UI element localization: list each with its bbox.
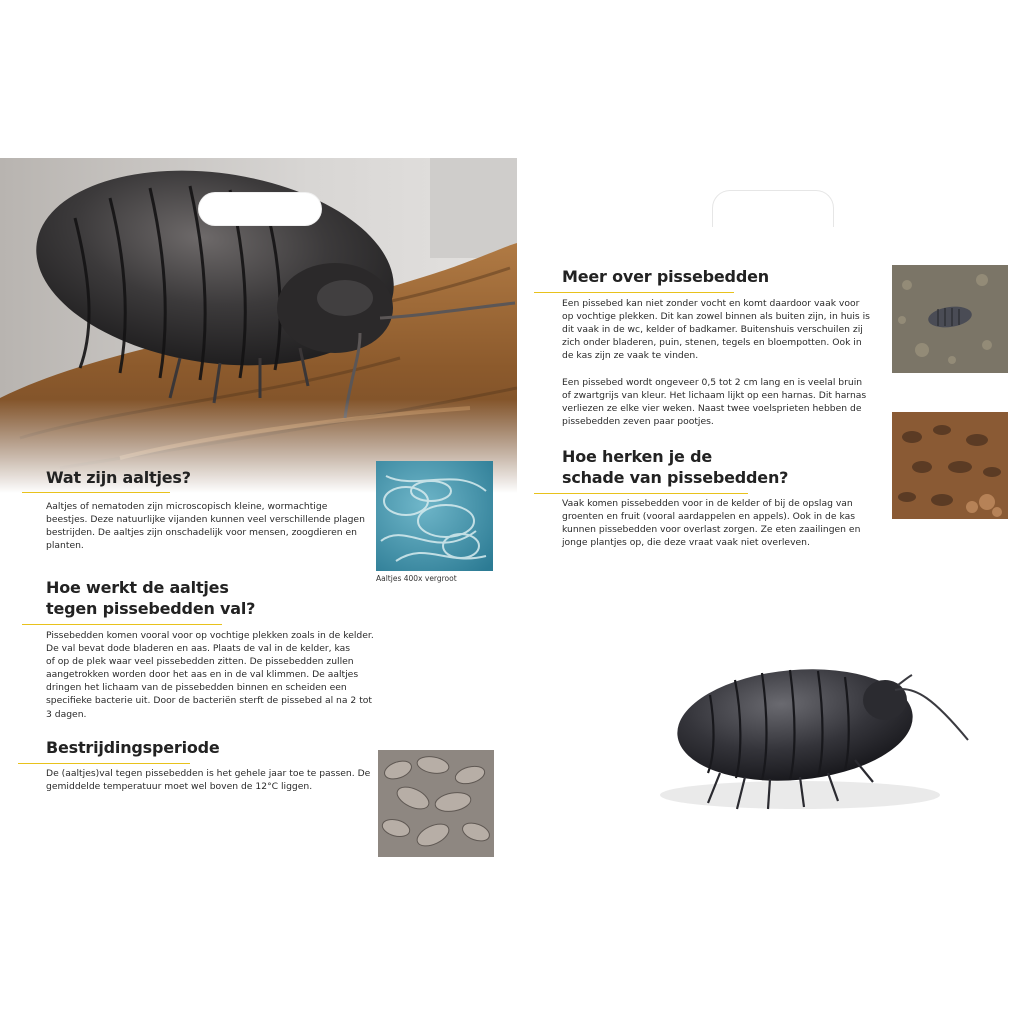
heading-hoe-herken	[562, 446, 788, 488]
heading-underline	[22, 624, 222, 625]
woodlouse-soil-photo	[892, 265, 1008, 373]
heading-line-1: Hoe werkt de aaltjes	[46, 578, 229, 597]
damage-image	[892, 412, 1008, 519]
woodlouse-large-photo	[650, 655, 980, 815]
text-hoe-herken: Vaak komen pissebedden voor in de kelder of bij de opslag van groenten en fruit (vooral aardappelen en appels). Ook in de kas kunnen pissebedden voor overlast zorgen. Ze eten zaailingen en jonge plantjes op, die deze vraat vaak niet overleven.	[562, 498, 861, 549]
heading-line-2: schade van pissebedden?	[562, 468, 789, 487]
text-meer-over-2: Een pissebed wordt ongeveer 0,5 tot 2 cm lang en is veelal bruin of zwartgrijs van kleur. Het lichaam lijkt op een harnas. Dit harnas verliezen ze elke vier weken. Naast twee voelsprieten hebben de pissebedden zeven paar pootjes.	[562, 377, 867, 428]
heading-line-1: Hoe herken je de	[562, 447, 712, 466]
text-meer-over-1: Een pissebed kan niet zonder vocht en komt daardoor vaak voor op vochtige plekken. Dit kan zowel binnen als buiten zijn, in huis is dit vaak in de wc, kelder of badkamer. Buitenshuis verschuilen zij zich onder bladeren, puin, stenen, tegels en bloempotten. Ook in de kas zijn ze vaak te vinden.	[562, 298, 870, 362]
heading-line-2: tegen pissebedden val?	[46, 599, 256, 618]
heading-underline	[534, 493, 748, 494]
heading-hoe-werkt	[46, 577, 255, 619]
heading-meer-over: Meer over pissebedden	[562, 267, 769, 286]
heading-underline	[534, 292, 734, 293]
woodlice-group-image	[378, 750, 494, 857]
woodlouse-soil-image	[892, 265, 1008, 373]
heading-underline	[22, 492, 170, 493]
text-bestrijdingsperiode: De (aaltjes)val tegen pissebedden is het gehele jaar toe te passen. De gemiddelde temperatuur moet wel boven de 12°C liggen.	[46, 768, 371, 793]
damage-photo	[892, 412, 1008, 519]
woodlouse-large-image	[650, 655, 980, 815]
text-wat-zijn-aaltjes: Aaltjes of nematoden zijn microscopisch kleine, wormachtige beestjes. Deze natuurlijke vijanden kunnen veel verschillende plagen bestrijden. De aaltjes zijn onschadelijk voor mensen, zoogdieren en planten.	[46, 501, 365, 552]
nematode-image	[376, 461, 493, 571]
nematode-photo	[376, 461, 493, 571]
heading-bestrijdingsperiode: Bestrijdingsperiode	[46, 738, 220, 757]
text-hoe-werkt: Pissebedden komen vooral voor op vochtige plekken zoals in de kelder. De val bevat dode bladeren en aas. Plaats de val in de kelder, kas of op de plek waar veel pissebedden zitten. De pissebedden zullen aangetrokken worden door het aas en in de val klimmen. De aaltjes dringen het lichaam van de pissebedden binnen en scheiden een specifieke bacterie uit. Door de bacteriën sterft de pissebed al na 2 tot 3 dagen.	[46, 630, 374, 720]
heading-wat-zijn-aaltjes: Wat zijn aaltjes?	[46, 468, 191, 487]
heading-underline	[18, 763, 190, 764]
nematode-caption: Aaltjes 400x vergroot	[376, 574, 457, 583]
woodlice-group-photo	[378, 750, 494, 857]
hang-hole-left	[198, 192, 322, 226]
hang-hole-right	[712, 190, 834, 227]
